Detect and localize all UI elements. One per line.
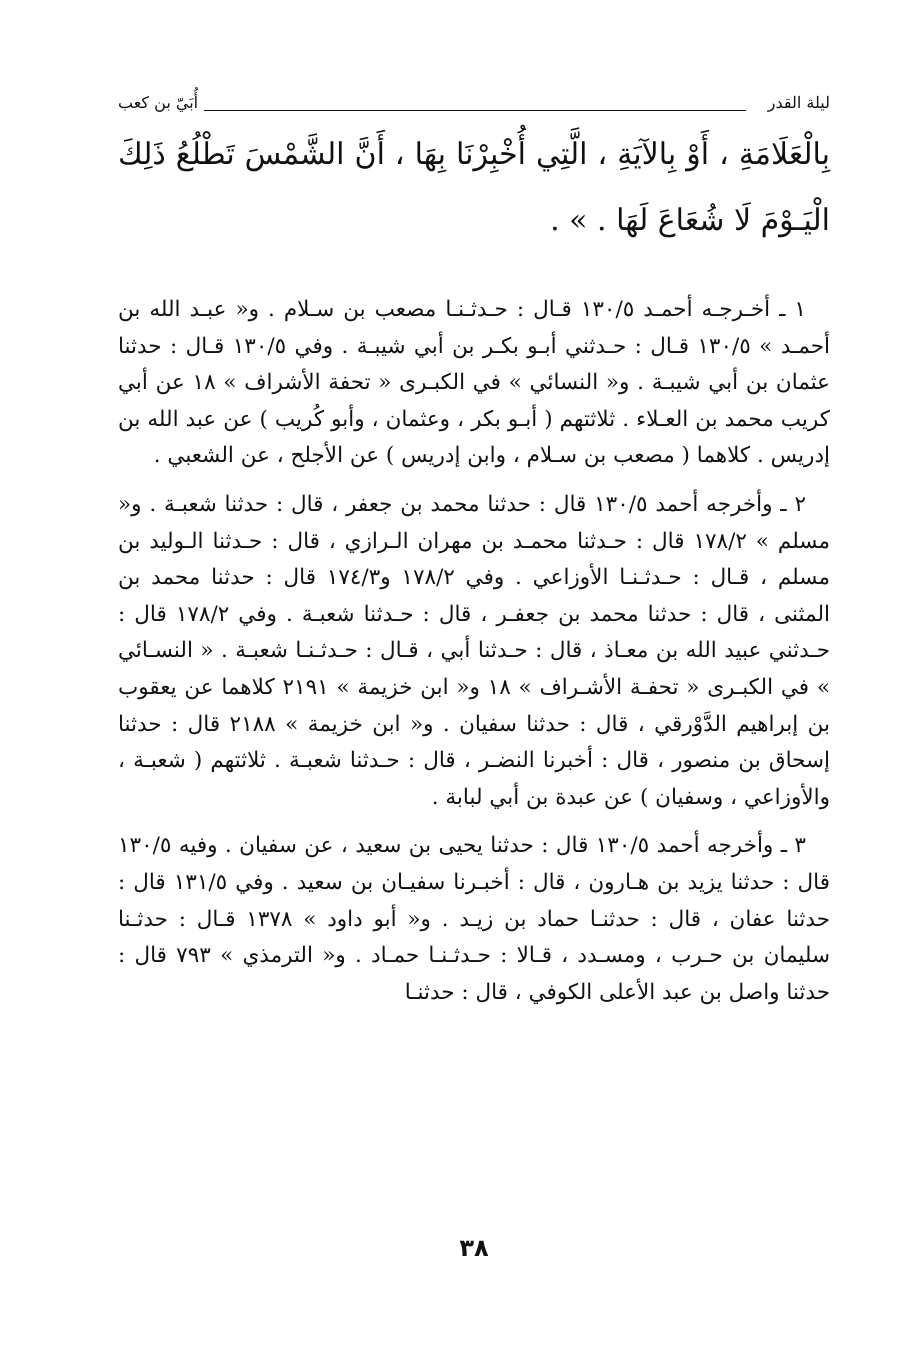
footnote-1: ١ ـ أخـرجـه أحمـد ١٣٠/٥ قـال : حـدثـنـا مصعب بن سـلام . و« عبـد الله بن أحمـد » ١٣٠/٥ قـال : حـدثني أبـو بكـر بن أبي شيبـة . وفي ١٣٠/٥ قـال : حدثنا عثمان بن أبي شيبـة . و« النسائي » في الكبـرى « تحفة الأشراف » ١٨ عن أبي كريب محمد بن العـلاء . ثلاثتهم ( أبـو بكر ، وعثمان ، وأبو كُريب ) عن عبد الله بن إدريس . كلاهما ( مصعب بن سـلام ، وابن إدريس ) عن الأجلح ، عن الشعبي . [118, 297, 830, 469]
book-page [118, 84, 830, 1324]
running-header [118, 92, 830, 118]
footnotes [118, 292, 830, 1023]
hadith-text: بِالْعَلَامَةِ ، أَوْ بِالآيَةِ ، الَّتِي أُخْبِرْنَا بِهَا ، أَنَّ الشَّمْسَ تَطْلُعُ ذَلِكَ الْيَـوْمَ لَا شُعَاعَ لَهَا . » . [118, 137, 830, 238]
page-number: ٣٨ [459, 1234, 489, 1262]
header-section-title: أُبَيّ بن كعب [118, 92, 204, 114]
footnote-2: ٢ ـ وأخرجه أحمد ١٣٠/٥ قال : حدثنا محمد بن جعفر ، قال : حدثنا شعبـة . و« مسلم » ١٧٨/٢ قال : حـدثنا محمـد بن مهران الـرازي ، قال : حـدثنا الـوليد بن مسلم ، قـال : حـدثـنـا الأوزاعي . وفي ١٧٨/٢ و١٧٤/٣ قال : حدثنا محمد بن المثنى ، قال : حدثنا محمد بن جعفـر ، قال : حـدثنا شعبـة . وفي ١٧٨/٢ قال : حـدثني عبيد الله بن معـاذ ، قال : حـدثنا أبي ، قـال : حـدثـنـا شعبـة . « النسـائي » في الكبـرى « تحفـة الأشـراف » ١٨ و« ابن خزيمة » ٢١٩١ كلاهما عن يعقوب بن إبراهيم الدَّوْرقي ، قال : حدثنا سفيان . و« ابن خزيمة » ٢١٨٨ قال : حدثنا إسحاق بن منصور ، قال : أخبرنا النضـر ، قال : حـدثنا شعبـة . ثلاثتهم ( شعبـة ، والأوزاعي ، وسفيان ) عن عبدة بن أبي لبابة . [118, 491, 831, 810]
header-chapter-title: ليلة القدر [762, 92, 830, 114]
header-rule [188, 110, 746, 111]
footnote-3: ٣ ـ وأخرجه أحمد ١٣٠/٥ قال : حدثنا يحيى بن سعيد ، عن سفيان . وفيه ١٣٠/٥ قال : حدثنا يزيد بن هـارون ، قال : أخبـرنا سفيـان بن سعيد . وفي ١٣١/٥ قال : حدثنا عفان ، قال : حدثنـا حماد بن زيـد . و« أبو داود » ١٣٧٨ قـال : حدثـنا سليمان بن حـرب ، ومسـدد ، قـالا : حـدثـنـا حمـاد . و« الترمذي » ٧٩٣ قال : حدثنا واصل بن عبد الأعلى الكوفي ، قال : حدثنـا [118, 833, 830, 1005]
